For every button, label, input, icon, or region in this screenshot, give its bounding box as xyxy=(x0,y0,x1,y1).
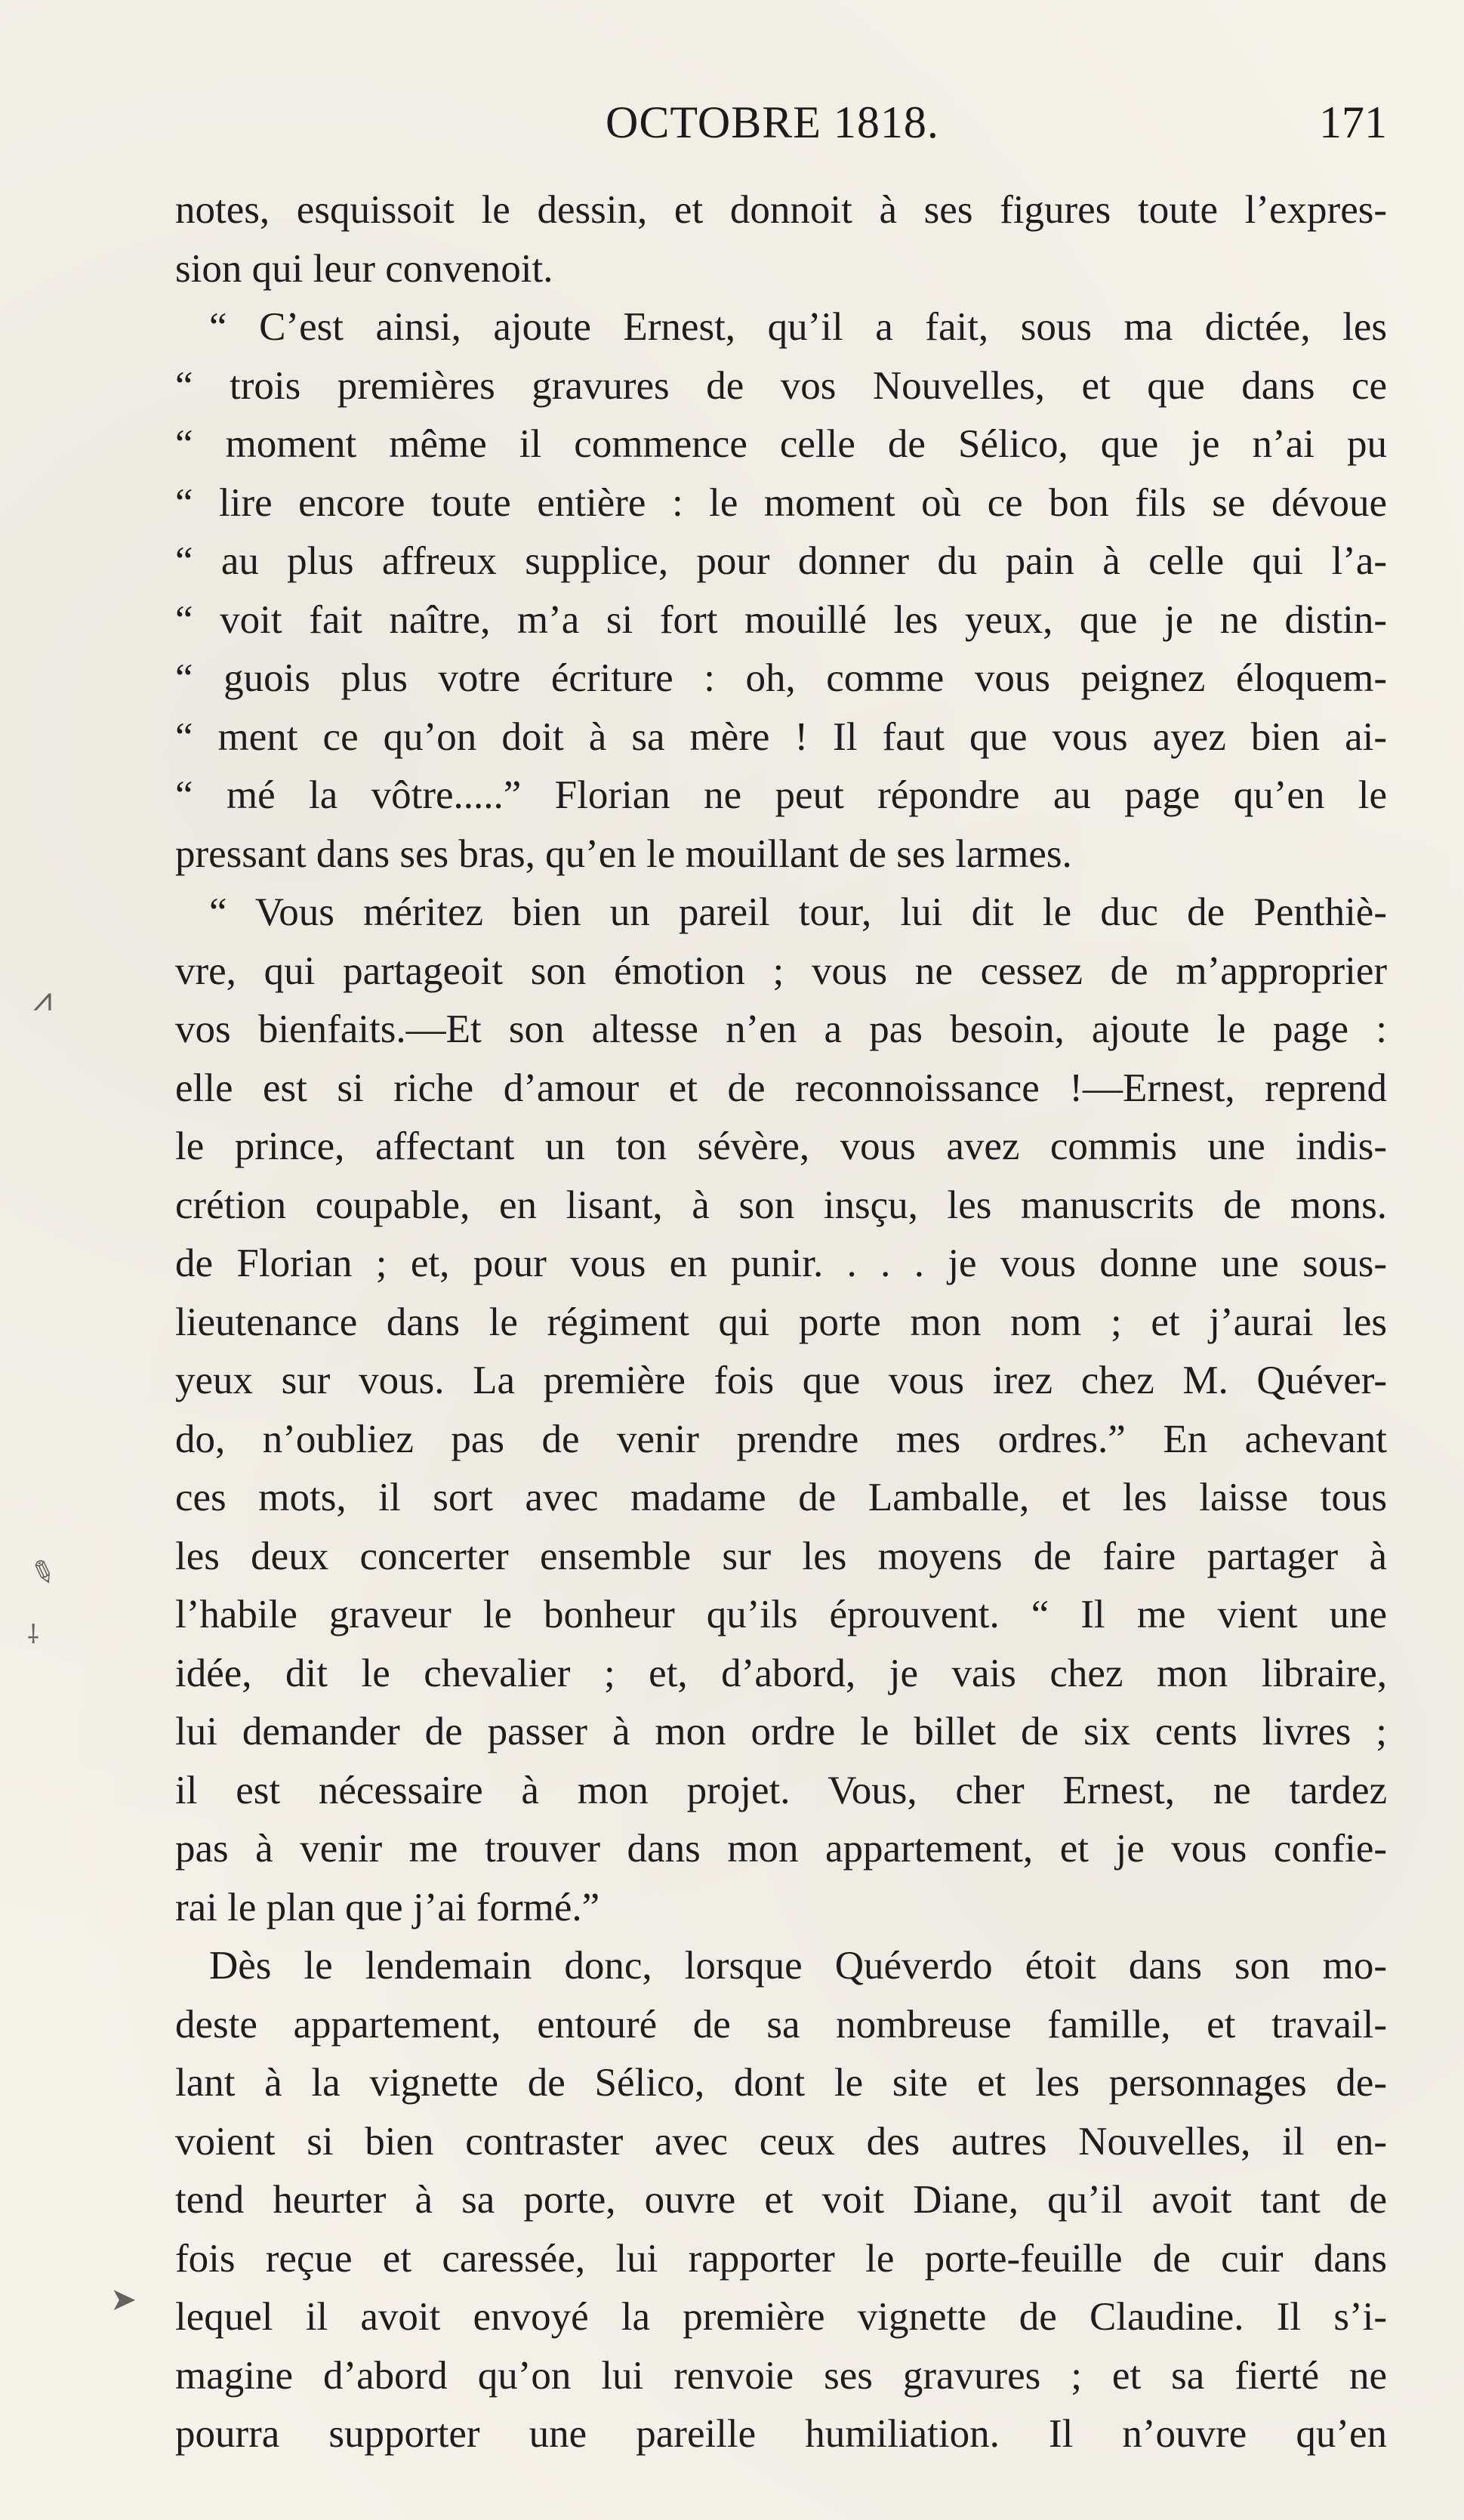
text-line: “ C’est ainsi, ajoute Ernest, qu’il a fait, sous ma dictée, les xyxy=(209,305,1387,349)
ink-blot-mark: ✎ xyxy=(25,1552,61,1594)
text-line: “ lire encore toute entière : le moment où ce bon fils se dévoue xyxy=(175,480,1387,525)
text-line: “ voit fait naître, m’a si fort mouillé les yeux, que je ne distin- xyxy=(175,597,1387,642)
text-line: “ ment ce qu’on doit à sa mère ! Il faut que vous ayez bien ai- xyxy=(175,714,1387,759)
text-line: magine d’abord qu’on lui renvoie ses gravures ; et sa fierté ne xyxy=(175,2353,1387,2398)
ink-blot-mark: ⩘ xyxy=(33,980,52,1019)
text-line: sion qui leur convenoit. xyxy=(175,246,553,291)
text-line: tend heurter à sa porte, ouvre et voit Diane, qu’il avoit tant de xyxy=(175,2178,1387,2222)
running-head: OCTOBRE 1818. xyxy=(606,97,939,147)
text-line: les deux concerter ensemble sur les moyens de faire partager à xyxy=(175,1534,1387,1578)
text-line: vre, qui partageoit son émotion ; vous ne cessez de m’approprier xyxy=(175,948,1387,993)
text-line: crétion coupable, en lisant, à son insçu, les manuscrits de mons. xyxy=(175,1183,1387,1227)
body-text xyxy=(175,181,1387,2456)
text-line: idée, dit le chevalier ; et, d’abord, je vais chez mon libraire, xyxy=(175,1651,1387,1695)
text-line: ces mots, il sort avec madame de Lamballe, et les laisse tous xyxy=(175,1476,1387,1519)
text-line: le prince, affectant un ton sévère, vous avez commis une indis- xyxy=(175,1124,1387,1168)
text-line: “ Vous méritez bien un pareil tour, lui dit le duc de Penthiè- xyxy=(209,890,1387,934)
text-line: vos bienfaits.—Et son altesse n’en a pas besoin, ajoute le page : xyxy=(175,1007,1387,1051)
text-line: Dès le lendemain donc, lorsque Quéverdo étoit dans son mo- xyxy=(209,1944,1387,1988)
text-line: “ au plus affreux supplice, pour donner du pain à celle qui l’a- xyxy=(175,539,1387,583)
text-line: notes, esquissoit le dessin, et donnoit à ses figures toute l’expres- xyxy=(175,188,1387,232)
text-line: voient si bien contraster avec ceux des autres Nouvelles, il en- xyxy=(175,2119,1387,2164)
text-line: “ guois plus votre écriture : oh, comme vous peignez éloquem- xyxy=(175,656,1387,700)
text-line: l’habile graveur le bonheur qu’ils éprouvent. “ Il me vient une xyxy=(175,1593,1387,1636)
page-header xyxy=(175,97,1387,157)
page-number: 171 xyxy=(1319,97,1387,147)
text-line: il est nécessaire à mon projet. Vous, cher Ernest, ne tardez xyxy=(175,1768,1387,1812)
text-line: pourra supporter une pareille humiliation. Il n’ouvre qu’en xyxy=(175,2412,1387,2456)
text-line: rai le plan que j’ai formé.” xyxy=(175,1885,600,1929)
text-line: yeux sur vous. La première fois que vous irez chez M. Quéver- xyxy=(175,1359,1387,1402)
ink-blot-mark: ⸸ xyxy=(27,1620,39,1650)
text-line: “ moment même il commence celle de Sélico, que je n’ai pu xyxy=(175,422,1387,466)
text-line: pas à venir me trouver dans mon appartement, et je vous confie- xyxy=(175,1827,1387,1871)
text-line: do, n’oubliez pas de venir prendre mes ordres.” En achevant xyxy=(175,1417,1387,1461)
text-line: lui demander de passer à mon ordre le billet de six cents livres ; xyxy=(175,1710,1387,1754)
text-line: “ trois premières gravures de vos Nouvelles, et que dans ce xyxy=(175,363,1387,408)
ink-blot-mark: ➤ xyxy=(110,2281,137,2318)
text-line: lant à la vignette de Sélico, dont le site et les personnages de- xyxy=(175,2061,1387,2105)
text-line: “ mé la vôtre.....” Florian ne peut répondre au page qu’en le xyxy=(175,773,1387,817)
text-line: deste appartement, entouré de sa nombreuse famille, et travail- xyxy=(175,2002,1387,2047)
text-line: pressant dans ses bras, qu’en le mouillant de ses larmes. xyxy=(175,831,1072,876)
text-line: lequel il avoit envoyé la première vignette de Claudine. Il s’i- xyxy=(175,2295,1387,2339)
text-line: fois reçue et caressée, lui rapporter le porte-feuille de cuir dans xyxy=(175,2236,1387,2281)
text-line: elle est si riche d’amour et de reconnoissance !—Ernest, reprend xyxy=(175,1066,1387,1110)
text-line: lieutenance dans le régiment qui porte mon nom ; et j’aurai les xyxy=(175,1300,1387,1344)
text-line: de Florian ; et, pour vous en punir. . . . je vous donne une sous- xyxy=(175,1241,1387,1285)
